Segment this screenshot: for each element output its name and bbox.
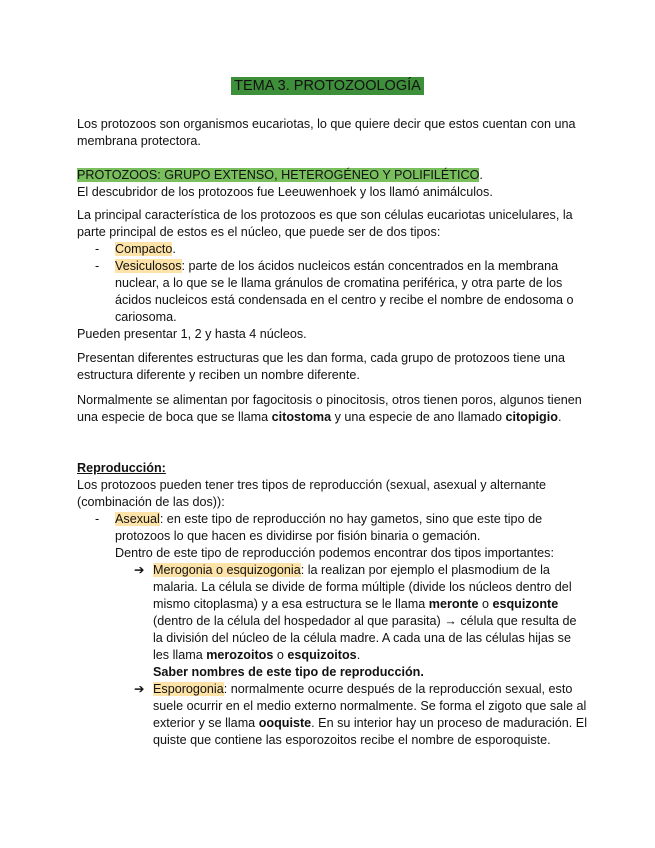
compact-term: Compacto xyxy=(115,242,173,256)
esquizoitos-term: esquizoitos xyxy=(287,648,357,662)
page-title: TEMA 3. PROTOZOOLOGÍA xyxy=(231,77,424,95)
dash-marker: - xyxy=(95,259,100,273)
merogonia-text: . xyxy=(356,648,361,662)
merogonia-term: Merogonia o esquizogonia xyxy=(153,563,301,577)
esporogonia-text: : normalmente ocurre después de la reproducción sexual, esto suele ocurrir en el medio externo normalmente. Se forma el zigoto que sale al exterior y se llama xyxy=(153,682,587,730)
list-item xyxy=(77,562,587,664)
nucleus-type-list xyxy=(77,241,587,326)
feeding-text: y una especie de ano llamado xyxy=(331,410,506,424)
reproduction-heading: Reproducción: xyxy=(77,461,166,475)
merogonia-text: o xyxy=(478,597,493,611)
vesicular-term: Vesiculosos xyxy=(115,259,182,273)
ooquiste-term: ooquiste xyxy=(258,716,312,730)
nucleus-intro: La principal característica de los protozoos es que son células eucariotas unicelulares, la parte principal de estos es el núcleo, que puede ser de dos tipos: xyxy=(77,208,573,239)
feeding-text: . xyxy=(557,410,562,424)
list-item xyxy=(77,258,587,326)
esporogonia-text: . En su interior hay un proceso de maduración. El quiste que contiene las esporozoitos recibe el nombre de esporoquiste. xyxy=(153,716,587,747)
feeding-text: Normalmente se alimentan por fagocitosis o pinocitosis, otros tienen poros, algunos tienen una especie de boca que se llama xyxy=(77,393,582,424)
list-item xyxy=(77,241,587,258)
nucleus-section xyxy=(77,207,587,343)
discoverer-text: El descubridor de los protozoos fue Leeuwenhoek y los llamó animálculos. xyxy=(77,185,493,199)
asexual-types-list-2 xyxy=(77,681,587,749)
citopigio-term: citopigio xyxy=(505,410,558,424)
citostoma-term: citostoma xyxy=(271,410,332,424)
meronte-term: meronte xyxy=(428,597,479,611)
reproduction-intro: Los protozoos pueden tener tres tipos de reproducción (sexual, asexual y alternante (combinación de las dos)): xyxy=(77,478,547,509)
group-paragraph xyxy=(77,167,587,201)
reproduction-list xyxy=(77,511,587,545)
study-note: Saber nombres de este tipo de reproducción. xyxy=(153,665,424,679)
list-item xyxy=(77,511,587,545)
esporogonia-term: Esporogonia xyxy=(153,682,224,696)
arrow-marker: ➔ xyxy=(134,563,145,577)
nuclei-count: Pueden presentar 1, 2 y hasta 4 núcleos. xyxy=(77,327,307,341)
esquizonte-term: esquizonte xyxy=(492,597,559,611)
structures-paragraph: Presentan diferentes estructuras que les dan forma, cada grupo de protozoos tiene una estructura diferente y reciben un nombre diferente. xyxy=(77,351,565,382)
merogonia-text: o xyxy=(273,648,288,662)
asexual-rest: : en este tipo de reproducción no hay gametos, sino que este tipo de protozoos lo que hacen es dividirse por fisión binaria o gemación. xyxy=(115,512,543,543)
merogonia-text: (dentro de la célula del hospedador al que parasita) → célula que resulta de la división del núcleo de la célula madre. A cada una de las células hijas se les llama xyxy=(153,614,577,662)
title-block xyxy=(0,78,655,95)
vesicular-rest: : parte de los ácidos nucleicos están concentrados en la membrana nuclear, a lo que se le llama gránulos de cromatina periférica, y otra parte de los ácidos nucleicos está condensada en el centro y recibe el nombre de endosoma o cariosoma. xyxy=(115,259,574,324)
group-heading: PROTOZOOS: GRUPO EXTENSO, HETEROGÉNEO Y POLIFILÉTICO xyxy=(77,168,480,182)
merogonia-text: : la realizan por ejemplo el plasmodium de la malaria. La célula se divide de forma múltiple (divide los núcleos dentro del mismo citoplasma) y a esa estructura se le llama xyxy=(153,563,572,611)
group-heading-end: . xyxy=(479,168,483,182)
merozoitos-term: merozoitos xyxy=(206,648,274,662)
asexual-sub: Dentro de este tipo de reproducción podemos encontrar dos tipos importantes: xyxy=(115,546,554,560)
list-item xyxy=(77,681,587,749)
compact-rest: . xyxy=(172,242,176,256)
asexual-term: Asexual xyxy=(115,512,160,526)
dash-marker: - xyxy=(95,242,100,256)
dash-marker: - xyxy=(95,512,100,526)
feeding-paragraph xyxy=(77,392,587,426)
arrow-marker: ➔ xyxy=(134,682,145,696)
reproduction-section xyxy=(77,460,587,749)
intro-paragraph: Los protozoos son organismos eucariotas, lo que quiere decir que estos cuentan con una membrana protectora. xyxy=(77,117,576,148)
asexual-types-list xyxy=(77,562,587,664)
